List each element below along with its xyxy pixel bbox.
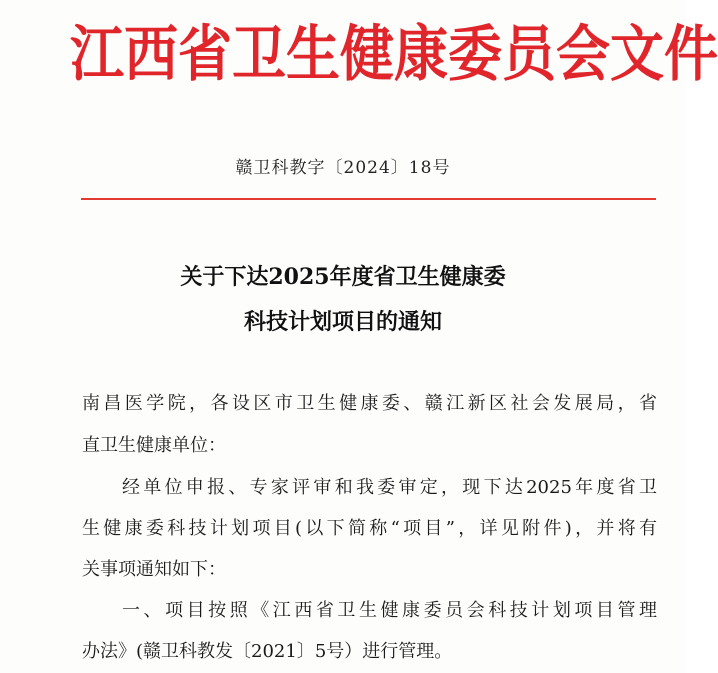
masthead-char: 西 — [124, 17, 178, 89]
paragraph-1-line-2: 生健康委科技计划项目(以下简称“项目”，详见附件)，并将有 — [82, 518, 657, 539]
masthead-char: 江 — [70, 17, 124, 89]
masthead-title — [70, 17, 718, 89]
masthead-char: 文 — [610, 17, 664, 89]
notice-title-line-2: 科技计划项目的通知 — [243, 309, 442, 335]
addressee-line-2: 直卫生健康单位： — [82, 435, 226, 456]
paragraph-1-line-3: 关事项通知如下： — [82, 559, 226, 580]
addressee-line-1: 南昌医学院，各设区市卫生健康委、赣江新区社会发展局，省 — [82, 393, 657, 414]
paragraph-2-line-2: 办法》(赣卫科教发〔2021〕5号）进行管理。 — [82, 641, 453, 662]
paragraph-1-line-1: 经单位申报、专家评审和我委审定，现下达2025年度省卫 — [122, 477, 657, 498]
red-divider-line — [81, 198, 656, 200]
document-number: 赣卫科教字〔2024〕18号 — [235, 158, 451, 178]
masthead-char: 康 — [394, 17, 448, 89]
notice-title-line-1: 关于下达2025年度省卫生健康委 — [180, 264, 506, 290]
masthead-char: 委 — [448, 17, 502, 89]
masthead-char: 省 — [178, 17, 232, 89]
masthead-char: 会 — [556, 17, 610, 89]
masthead-char: 卫 — [232, 17, 286, 89]
paragraph-2-line-1: 一、项目按照《江西省卫生健康委员会科技计划项目管理 — [122, 600, 657, 621]
masthead-char: 生 — [286, 17, 340, 89]
masthead-char: 健 — [340, 17, 394, 89]
masthead-char: 员 — [502, 17, 556, 89]
masthead-char: 件 — [664, 17, 718, 89]
